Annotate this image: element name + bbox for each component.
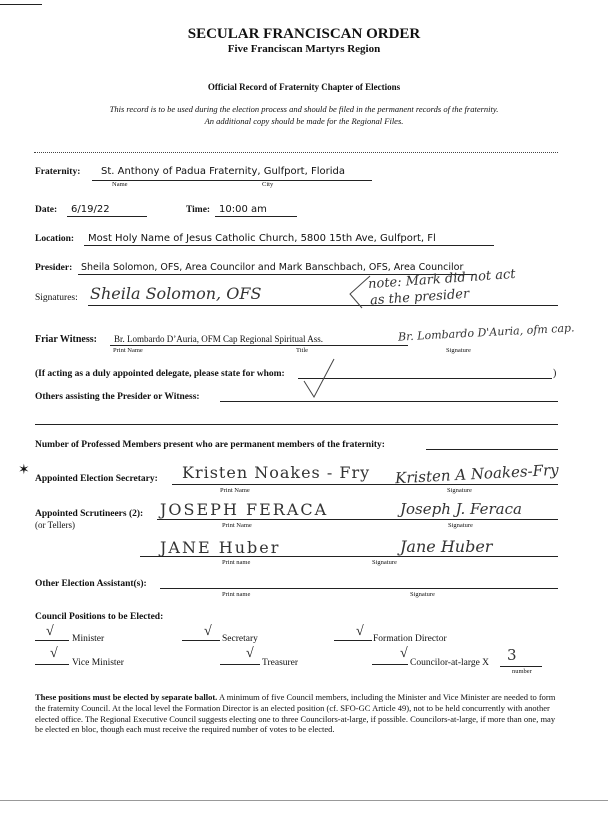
councilor-blank <box>372 664 408 665</box>
org-title: SECULAR FRANCISCAN ORDER <box>187 26 421 42</box>
secretary-check: √ <box>204 624 212 639</box>
professed-line <box>426 449 558 450</box>
secretary-print-caption: Print Name <box>220 487 250 494</box>
friar-signature-caption: Signature <box>446 347 471 354</box>
friar-print-caption: Print Name <box>113 347 143 354</box>
delegate-label: (If acting as a duly appointed delegate, please state for whom: <box>35 369 285 379</box>
minister-blank <box>35 640 69 641</box>
region-title: Five Franciscan Martyrs Region <box>227 43 381 55</box>
vice-minister-check: √ <box>50 646 58 661</box>
scrutineer-2-signature: Jane Huber <box>400 537 493 556</box>
footer-paragraph <box>35 692 563 735</box>
secretary-label: Appointed Election Secretary: <box>35 474 158 484</box>
formation-label: Formation Director <box>373 634 447 644</box>
time-value: 10:00 am <box>219 204 267 215</box>
professed-label: Number of Professed Members present who are permanent members of the fraternity: <box>35 440 385 450</box>
scrutineer-1-signature-caption: Signature <box>448 522 473 529</box>
time-line <box>215 216 297 217</box>
friar-title-caption: Title <box>296 347 309 354</box>
scrutineers-sub: (or Tellers) <box>35 520 75 530</box>
footer-text: A minimum of five Council members, including the Minister and Vice Minister are needed to form the fraternity Council. At the local level the Formation Director is an elected position (cf. SFO-GC Article 49), not to be held concurrently with another elected office. The Regional Executive Council suggests electing one to three Councilors-at-large, if possible. Councilors-at-large, if more than one, may be elected en bloc, though each must receive the required number of votes to be elected. <box>35 692 556 735</box>
councilor-count-line <box>500 666 542 667</box>
others-label: Others assisting the Presider or Witness: <box>35 392 200 402</box>
minister-check: √ <box>46 624 54 639</box>
presider-note-1: note: Mark did not act <box>367 266 517 293</box>
bottom-edge <box>0 800 608 801</box>
friar-label: Friar Witness: <box>35 334 97 345</box>
vice-minister-label: Vice Minister <box>72 658 124 668</box>
councilor-count: 3 <box>507 646 517 664</box>
positions-label: Council Positions to be Elected: <box>35 612 164 622</box>
star-mark: ✶ <box>18 463 30 478</box>
secretary-line <box>172 484 558 485</box>
friar-value: Br. Lombardo D’Auria, OFM Cap Regional Spiritual Ass. <box>114 334 323 344</box>
scrutineers-label: Appointed Scrutineers (2): <box>35 509 144 519</box>
presider-note-2: as the presider <box>369 286 470 309</box>
scrutineer-2-print-caption: Print name <box>222 559 251 566</box>
scrutineer-2-line <box>140 556 558 557</box>
others-line-2 <box>35 424 558 425</box>
assistants-signature-caption: Signature <box>410 591 435 598</box>
footer-bold: These positions must be elected by separate ballot. <box>35 692 218 702</box>
formation-blank <box>334 640 372 641</box>
secretary-signature-caption: Signature <box>447 487 472 494</box>
scrutineer-2-name: JANE Huber <box>160 538 281 557</box>
date-line <box>67 216 147 217</box>
secretary-blank <box>182 640 220 641</box>
scrutineer-2-signature-caption: Signature <box>372 559 397 566</box>
signatures-line <box>88 305 558 306</box>
secretary-signature: Kristen A Noakes-Fry <box>394 460 560 488</box>
note-bracket <box>340 272 380 312</box>
location-value: Most Holy Name of Jesus Catholic Church, 5800 15th Ave, Gulfport, Fl <box>88 233 436 244</box>
delegate-close: ) <box>553 368 557 379</box>
fraternity-line <box>92 180 372 181</box>
scrutineer-1-line <box>157 519 558 520</box>
fraternity-name-caption: Name <box>112 181 128 188</box>
formation-check: √ <box>356 624 364 639</box>
councilor-label: Councilor-at-large X <box>410 658 490 668</box>
secretary-pos-label: Secretary <box>222 634 258 644</box>
fraternity-city-caption: City <box>262 181 274 188</box>
scrutineer-1-name: JOSEPH FERACA <box>160 500 329 519</box>
instructions-line-1: This record is to be used during the election process and should be filed in the permanent records of the fraternity. <box>109 104 499 114</box>
presider-value: Sheila Solomon, OFS, Area Councilor and Mark Banschbach, OFS, Area Councilor <box>81 262 464 273</box>
treasurer-check: √ <box>246 646 254 661</box>
date-value: 6/19/22 <box>71 204 110 215</box>
councilor-check: √ <box>400 646 408 661</box>
divider <box>34 152 558 153</box>
friar-line <box>110 345 408 346</box>
checkmark-scribble <box>300 355 340 403</box>
corner-mark <box>0 4 42 5</box>
instructions-line-2: An additional copy should be made for the Regional Files. <box>204 116 404 126</box>
assistants-print-caption: Print name <box>222 591 251 598</box>
treasurer-label: Treasurer <box>262 658 299 668</box>
fraternity-value: St. Anthony of Padua Fraternity, Gulfport, Florida <box>101 166 345 177</box>
record-title: Official Record of Fraternity Chapter of Elections <box>207 82 401 92</box>
assistants-line <box>160 588 558 589</box>
location-line <box>84 245 494 246</box>
time-label: Time: <box>186 205 211 215</box>
others-line <box>220 401 558 402</box>
friar-signature: Br. Lombardo D'Auria, ofm cap. <box>397 321 575 344</box>
scrutineer-1-print-caption: Print Name <box>222 522 252 529</box>
presider-label: Presider: <box>35 263 73 273</box>
minister-label: Minister <box>72 634 105 644</box>
fraternity-label: Fraternity: <box>35 167 81 177</box>
scrutineer-1-signature: Joseph J. Feraca <box>400 500 522 518</box>
date-label: Date: <box>35 205 58 215</box>
signatures-label: Signatures: <box>35 293 78 303</box>
secretary-name: Kristen Noakes - Fry <box>182 463 371 482</box>
presider-signature: Sheila Solomon, OFS <box>90 284 262 303</box>
location-label: Location: <box>35 234 75 244</box>
councilor-number-caption: number <box>512 668 532 675</box>
assistants-label: Other Election Assistant(s): <box>35 579 147 589</box>
vice-minister-blank <box>35 664 69 665</box>
treasurer-blank <box>220 664 260 665</box>
